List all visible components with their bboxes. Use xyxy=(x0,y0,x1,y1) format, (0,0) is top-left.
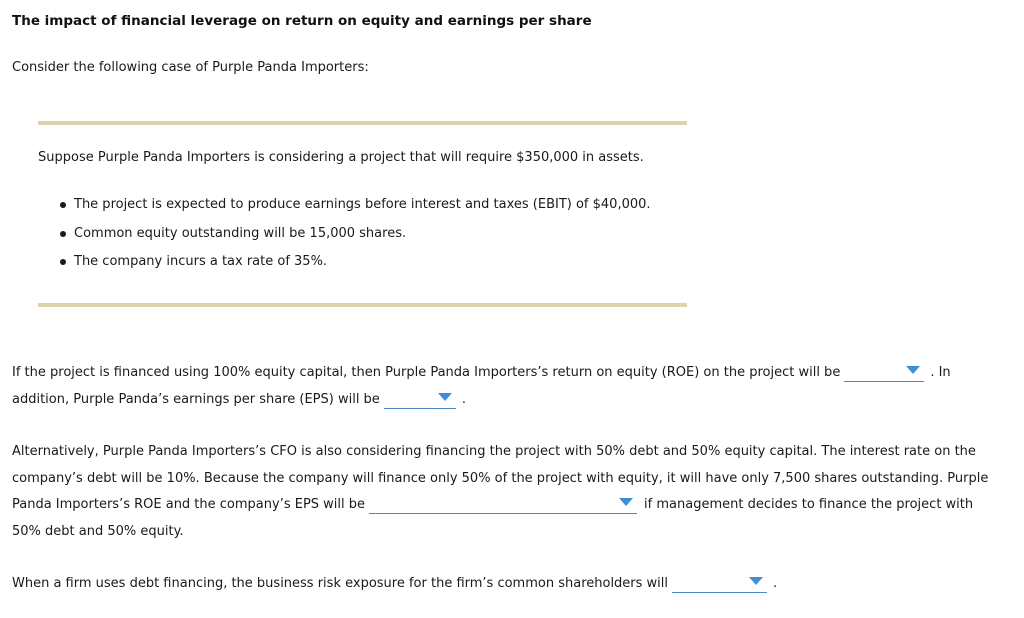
question-text: When a firm uses debt financing, the business risk exposure for the firm’s common shareholders will xyxy=(12,576,669,591)
question-line xyxy=(12,571,777,598)
bullet-icon xyxy=(60,231,66,237)
bullet-text: The project is expected to produce earnings before interest and taxes (EBIT) of $40,000. xyxy=(74,197,651,212)
intro-text: Consider the following case of Purple Panda Importers: xyxy=(12,60,369,75)
scenario-divider-top xyxy=(38,121,687,125)
bullet-text: The company incurs a tax rate of 35%. xyxy=(74,254,328,269)
question-text: company’s debt will be 10%. Because the company will finance only 50% of the project with equity, it will have only 7,500 shares outstanding. Purple xyxy=(12,470,989,486)
list-item xyxy=(58,254,651,283)
question-text: Panda Importers’s ROE and the company’s EPS will be xyxy=(12,497,366,512)
question-line xyxy=(12,360,951,387)
chevron-down-icon[interactable] xyxy=(438,393,452,401)
list-item xyxy=(58,226,651,255)
scenario-bullet-list xyxy=(58,197,651,283)
bullet-text: Common equity outstanding will be 15,000 shares. xyxy=(74,225,407,241)
question-text: . xyxy=(461,391,466,407)
question-text: If the project is financed using 100% equity capital, then Purple Panda Importers’s return on equity (ROE) on the project will be xyxy=(12,365,841,380)
list-item xyxy=(58,197,651,226)
question-text: . xyxy=(773,576,778,591)
bullet-icon xyxy=(60,202,66,208)
page-title: The impact of financial leverage on return on equity and earnings per share xyxy=(12,13,592,29)
question-all-equity xyxy=(12,360,951,413)
question-line xyxy=(12,492,988,519)
chevron-down-icon[interactable] xyxy=(619,498,633,506)
scenario-divider-bottom xyxy=(38,303,687,307)
bullet-icon xyxy=(60,259,66,265)
eps-dropdown[interactable] xyxy=(384,388,456,409)
question-text: if management decides to finance the project with xyxy=(644,497,974,512)
question-text: addition, Purple Panda’s earnings per share (EPS) will be xyxy=(12,391,380,407)
roe-eps-dropdown[interactable] xyxy=(369,493,637,514)
question-text: . In xyxy=(930,365,951,380)
question-text: 50% debt and 50% equity. xyxy=(12,523,184,539)
question-business-risk xyxy=(12,571,777,598)
roe-dropdown[interactable] xyxy=(844,361,924,382)
chevron-down-icon[interactable] xyxy=(906,366,920,374)
question-line xyxy=(12,387,951,414)
scenario-text: Suppose Purple Panda Importers is considering a project that will require $350,000 in assets. xyxy=(38,150,644,165)
question-text: Alternatively, Purple Panda Importers’s CFO is also considering financing the project with 50% debt and 50% equity capital. The interest rate on the xyxy=(12,444,976,459)
question-debt-equity xyxy=(12,439,988,545)
risk-dropdown[interactable] xyxy=(672,572,767,593)
chevron-down-icon[interactable] xyxy=(749,577,763,585)
